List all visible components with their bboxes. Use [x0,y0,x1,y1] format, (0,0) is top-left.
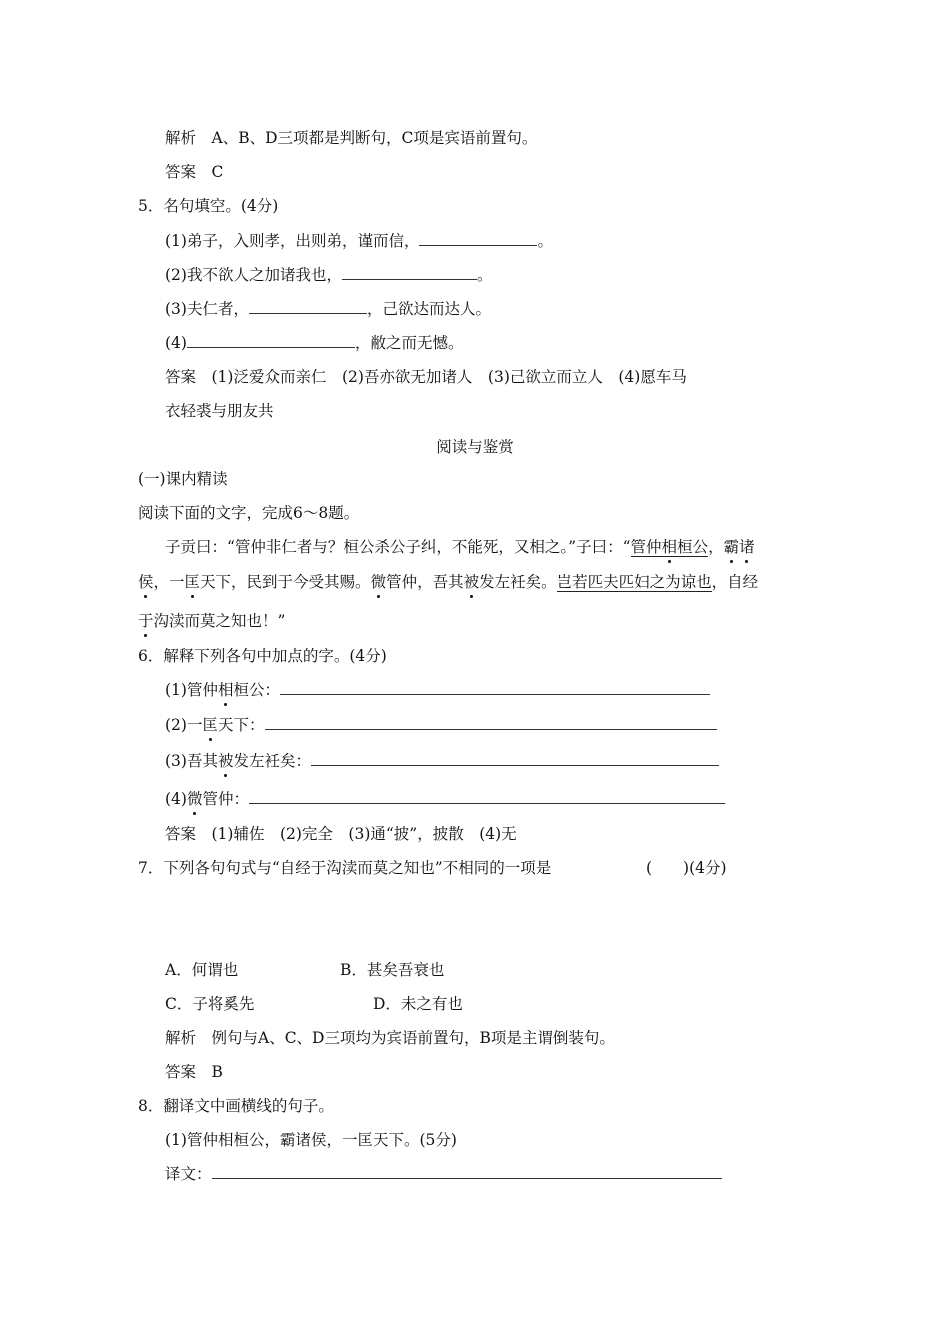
answer-blank[interactable] [419,231,537,246]
question-6-title: 6．解释下列各句中加点的字。(4分) [138,647,387,665]
dotted-char: 相 [217,681,234,699]
q5-item-1-text: (1)弟子，入则孝，出则弟，谨而信， [165,232,420,250]
dotted-char: 被 [463,573,480,591]
section-heading: 阅读与鉴赏 [436,438,514,456]
question-7-title: 7．下列各句句式与“自经于沟渎而莫之知也”不相同的一项是 [138,859,552,877]
q5-item-2 [165,265,492,285]
analysis-q4: 解析 A、B、D三项都是判断句，C项是宾语前置句。 [165,129,538,147]
translation-row [165,1164,722,1184]
question-5-title: 5．名句填空。(4分) [138,197,279,215]
reading-instruction: 阅读下面的文字，完成6～8题。 [138,504,360,522]
underlined-sentence: 岂若匹夫匹妇之为谅也 [556,573,712,591]
passage-text: 沟渎而莫之知也！” [153,612,286,630]
q6-item-text: 管仲： [202,790,249,808]
option-b: B．甚矣吾衰也 [340,961,445,979]
answer-line[interactable] [249,789,725,804]
q5-item-4 [165,333,463,353]
passage-text: 桓公 [677,538,709,556]
dotted-char: 诸 [739,538,755,556]
option-c: C．子将奚先 [165,995,255,1013]
passage-text: ，一 [153,573,185,591]
q8-item-1: (1)管仲相桓公，霸诸侯，一匡天下。(5分) [165,1131,457,1149]
passage-line-1 [165,537,755,557]
dotted-char: 微 [186,790,203,808]
passage-text: ，自经 [711,573,759,591]
q6-item-4 [165,789,725,809]
answer-q5-line2: 衣轻裘与朋友共 [165,402,274,420]
dotted-char: 相 [661,538,678,556]
answer-blank[interactable] [342,265,477,280]
dotted-char: 侯 [138,573,154,591]
answer-line[interactable] [280,680,710,695]
subsection-heading: (一)课内精读 [138,470,228,488]
question-8-title: 8．翻译文中画横线的句子。 [138,1097,334,1115]
q6-item-1 [165,680,710,700]
analysis-q7: 解析 例句与A、C、D三项均为宾语前置句，B项是主谓倒装句。 [165,1029,615,1047]
answer-line[interactable] [311,751,719,766]
q6-item-text: 桓公： [233,681,280,699]
option-a: A．何谓也 [165,961,239,979]
answer-blank[interactable] [187,333,355,348]
q5-item-2-end: 。 [476,266,493,284]
answer-q6: 答案 (1)辅佐 (2)完全 (3)通“披”，披散 (4)无 [165,825,517,843]
answer-blank[interactable] [249,299,367,314]
dotted-char: 微 [370,573,387,591]
q6-item-text: (4) [165,790,187,808]
q6-item-text: 天下： [217,716,265,734]
dotted-char: 被 [217,752,234,770]
underlined-sentence [631,538,709,557]
q5-item-2-text: (2)我不欲人之加诸我也， [165,266,342,284]
answer-line[interactable] [265,715,717,730]
answer-q4: 答案 C [165,163,224,181]
dotted-char: 霸 [723,538,740,556]
q5-item-3 [165,299,491,319]
option-d: D．未之有也 [373,995,463,1013]
q6-item-text: (2)一 [165,716,203,734]
q6-item-text: (3)吾其 [165,752,218,770]
dotted-char: 匡 [202,716,218,734]
q5-item-3-text: (3)夫仁者， [165,300,249,318]
passage-line-2 [138,572,758,592]
passage-text: 管仲 [630,538,662,556]
q5-item-4-end: ，敝之而无憾。 [354,334,464,352]
q5-item-4-text: (4) [165,334,187,352]
q6-item-3 [165,751,719,771]
q5-item-1-end: 。 [537,232,553,250]
dotted-char: 于 [138,612,154,630]
dotted-char: 匡 [184,573,201,591]
translation-label: 译文： [165,1165,212,1183]
answer-q7: 答案 B [165,1063,223,1081]
translation-line[interactable] [212,1164,722,1179]
q5-item-3-end: ，己欲达而达人。 [366,300,491,318]
passage-text: ， [708,538,724,556]
answer-q5-line1: 答案 (1)泛爱众而亲仁 (2)吾亦欲无加诸人 (3)己欲立而立人 (4)愿车马 [165,368,687,386]
q6-item-text: (1)管仲 [165,681,218,699]
passage-text: 天下，民到于今受其赐。 [200,573,371,591]
passage-text: 子贡曰：“管仲非仁者与？桓公杀公子纠，不能死，又相之。”子曰：“ [165,538,631,556]
answer-paren-q7: ( )(4分) [646,859,727,877]
passage-text: 发左衽矣。 [479,573,557,591]
q6-item-text: 发左衽矣： [233,752,311,770]
passage-line-3 [138,611,285,631]
passage-text: 管仲，吾其 [386,573,464,591]
q6-item-2 [165,715,717,735]
q5-item-1 [165,231,553,251]
